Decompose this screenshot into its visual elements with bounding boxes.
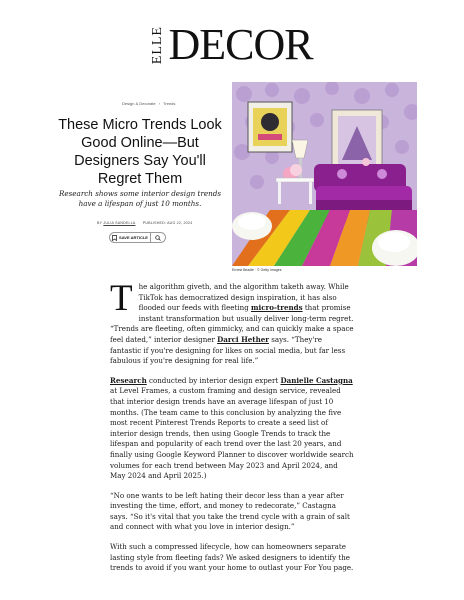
drop-cap: T [110, 278, 133, 319]
save-article-button[interactable] [109, 232, 151, 243]
paragraph-4: With such a compressed lifecycle, how can homeowners separate lasting style from fleeting fads? We asked designers to identify the trends to avoid if you want your home to outlast your For You page. [110, 542, 354, 573]
hero-image [232, 82, 417, 266]
search-icon [155, 235, 161, 241]
danielle-castagna-link[interactable]: Danielle Castagna [280, 375, 353, 385]
article-dek: Research shows some interior design trends have a lifespan of just 10 months. [58, 189, 222, 208]
p2-text-b: at Level Frames, a custom framing and design service, revealed that interior design trends have an average lifespan of just 10 months. (The team came to this conclusion by analyzing the five most recent Pinterest Trends Reports to create a seed list of interior design trends, then using Google Trends to track the lifespan and popularity of each trend over the last 20 years, and finally using Google Keyword Planner to discover worldwide search volumes for each trend between May 2023 and April 2024, and May 2024 and April 2025.) [110, 386, 354, 481]
p2-text-a: conducted by interior design expert [146, 375, 281, 385]
breadcrumb [122, 101, 177, 106]
logo-elle: ELLE [150, 25, 166, 65]
image-credit: Ernest Beadle · © Getty Images [232, 268, 282, 272]
save-article-label: SAVE ARTICLE [119, 235, 148, 240]
byline-prefix: BY [97, 221, 103, 225]
darci-hether-link[interactable]: Darci Hether [217, 334, 269, 344]
p1-text-c: says. “They're fantastic if you're designing for likes on social media, but far less fabulous if you're designing for real life.” [110, 334, 346, 366]
byline [97, 221, 192, 225]
published-date: PUBLISHED: AUG 22, 2024 [142, 221, 193, 225]
p1-text-b: that promise instant transformation but usually deliver long-term regret. “Trends are fleeting, often gimmicky, and can quickly make a space feel dated,” interior designer [110, 303, 354, 344]
article-body [110, 278, 355, 583]
site-logo[interactable] [0, 20, 464, 70]
article-headline: These Micro Trends Look Good Online—But Designers Say You'll Regret Them [58, 117, 222, 187]
breadcrumb-item-trends[interactable]: Trends [163, 101, 176, 106]
micro-trends-link[interactable]: micro-trends [251, 303, 303, 313]
logo-decor: DECOR [168, 20, 313, 69]
paragraph-2 [110, 376, 355, 482]
article-actions [109, 232, 166, 243]
research-link[interactable]: Research [110, 375, 147, 385]
search-button[interactable] [151, 232, 166, 243]
breadcrumb-separator: › [158, 101, 161, 106]
author-link[interactable]: JULIA SANDELLA [103, 221, 136, 225]
p1-text-a: he algorithm giveth, and the algorithm taketh away. While TikTok has democratized design inspiration, it has also flooded our feeds with fleeting [138, 282, 349, 313]
paragraph-1 [110, 278, 355, 367]
paragraph-3: “No one wants to be left hating their decor less than a year after investing the time, effort, and money to redecorate,” Castagna says. “So it's vital that you take the trend cycle with a grain of salt and connect with what you love in interior design.” [110, 490, 350, 532]
bookmark-icon [112, 235, 117, 241]
breadcrumb-item-design[interactable]: Design & Decorate [122, 101, 156, 106]
